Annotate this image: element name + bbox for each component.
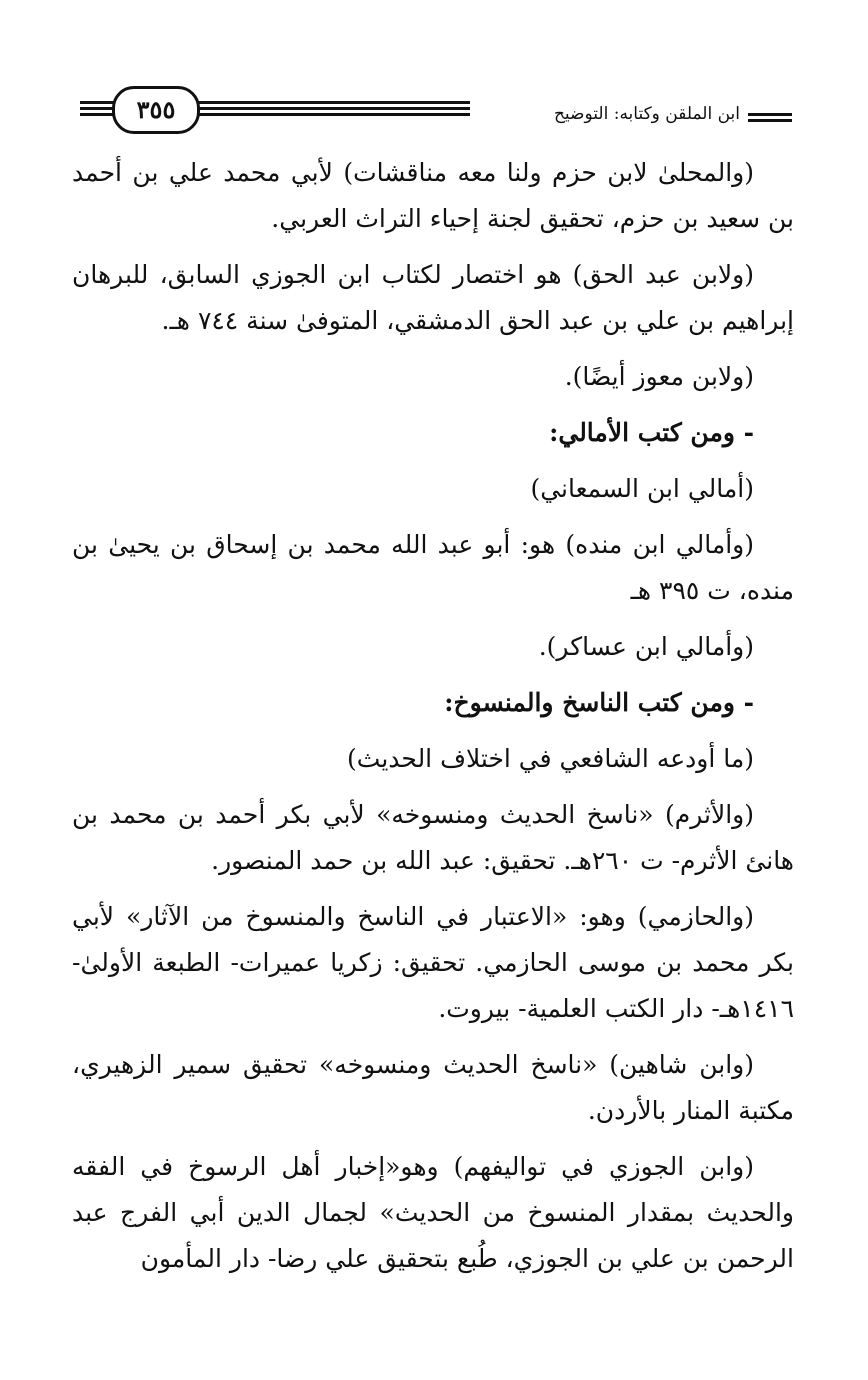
page-header (0, 0, 868, 150)
paragraph: (ولابن عبد الحق) هو اختصار لكتاب ابن الجوزي السابق، للبرهان إبراهيم بن علي بن عبد الحق الدمشقي، المتوفىٰ سنة ٧٤٤ هـ. (72, 260, 794, 335)
page-body (72, 150, 794, 1292)
paragraph: (والأثرم) «ناسخ الحديث ومنسوخه» لأبي بكر أحمد بن محمد بن هانئ الأثرم- ت ٢٦٠هـ. تحقيق: عبد الله بن حمد المنصور. (72, 800, 794, 875)
header-rule-middle (186, 101, 470, 119)
paragraph: (والمحلىٰ لابن حزم ولنا معه مناقشات) لأبي محمد علي بن أحمد بن سعيد بن حزم، تحقيق لجنة إحياء التراث العربي. (72, 158, 794, 233)
header-rule-right (748, 113, 792, 125)
paragraph: (ما أودعه الشافعي في اختلاف الحديث) (347, 744, 754, 773)
paragraph: (أمالي ابن السمعاني) (530, 474, 754, 503)
paragraph: (وابن الجوزي في تواليفهم) وهو«إخبار أهل الرسوخ في الفقه والحديث بمقدار المنسوخ من الحديث» لجمال الدين أبي الفرج عبد الرحمن بن علي بن الجوزي، طُبع بتحقيق علي رضا- دار المأمون (72, 1152, 794, 1273)
section-heading: - ومن كتب الأمالي: (549, 418, 754, 447)
paragraph: (والحازمي) وهو: «الاعتبار في الناسخ والمنسوخ من الآثار» لأبي بكر محمد بن موسى الحازمي. تحقيق: زكريا عميرات- الطبعة الأولىٰ- ١٤١٦هـ- دار الكتب العلمية- بيروت. (72, 902, 794, 1023)
running-title: ابن الملقن وكتابه: التوضيح (553, 104, 740, 124)
paragraph: (وأمالي ابن منده) هو: أبو عبد الله محمد بن إسحاق بن يحيىٰ بن منده، ت ٣٩٥ هـ (72, 530, 794, 605)
paragraph: (وابن شاهين) «ناسخ الحديث ومنسوخه» تحقيق سمير الزهيري، مكتبة المنار بالأردن. (72, 1050, 794, 1125)
section-heading: - ومن كتب الناسخ والمنسوخ: (444, 688, 754, 717)
paragraph: (ولابن معوز أيضًا). (564, 362, 754, 391)
page-number: ٣٥٥ (112, 86, 200, 134)
paragraph: (وأمالي ابن عساكر). (538, 632, 754, 661)
